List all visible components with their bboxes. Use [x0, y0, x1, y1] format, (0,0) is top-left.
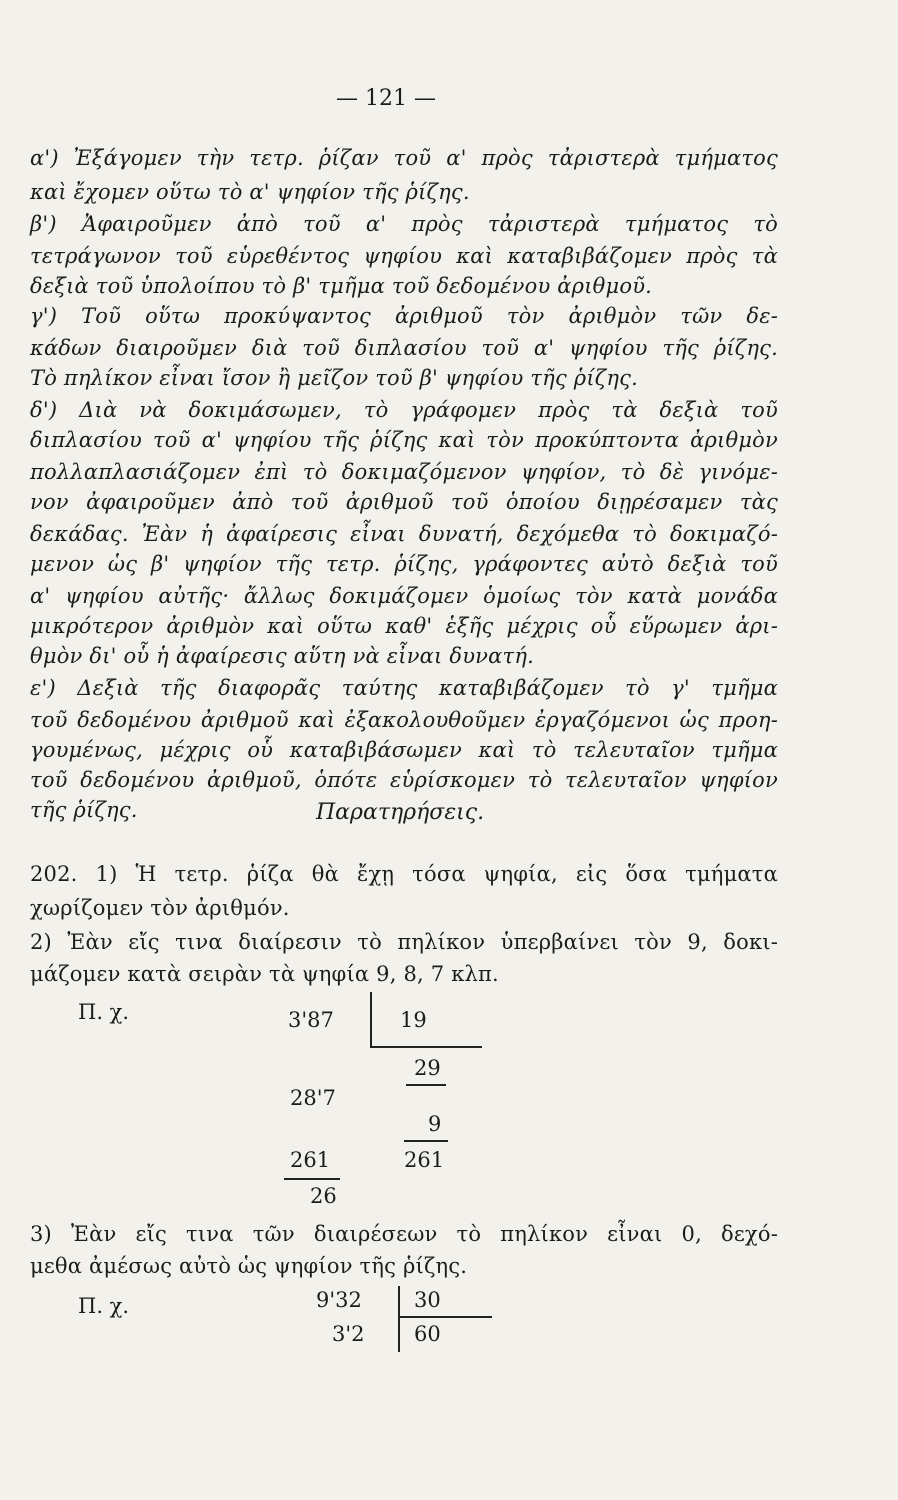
example-2-vertical-rule	[398, 1286, 400, 1352]
example-1-subtrahend: 261	[290, 1148, 331, 1172]
paragraph-epsilon-line-1: ε') Δεξιὰ τῆς διαφορᾶς ταύτης καταβιβάζομεν τὸ γ' τμῆμα	[30, 676, 778, 700]
example-1-remainder-b: 26	[310, 1184, 337, 1208]
paragraph-epsilon-line-2: τοῦ δεδομένου ἀριθμοῦ καὶ ἐξακολουθοῦμεν ἐργαζόμενοι ὡς προη-	[30, 708, 778, 732]
observation-2-line-1: 2) Ἐὰν εἴς τινα διαίρεσιν τὸ πηλίκον ὑπερβαίνει τὸν 9, δοκι-	[30, 930, 778, 954]
paragraph-beta-line-3: δεξιὰ τοῦ ὑπολοίπου τὸ β' τμῆμα τοῦ δεδομένου ἀριθμοῦ.	[30, 274, 653, 298]
example-1-trial-a: 29	[414, 1056, 441, 1080]
example-2-root-rule	[400, 1316, 492, 1318]
example-1-trial-a-rule	[406, 1084, 446, 1086]
paragraph-delta-line-7: α' ψηφίου αὐτῆς· ἄλλως δοκιμάζομεν ὁμοίως τὸν κατὰ μονάδα	[30, 584, 778, 608]
paragraph-epsilon-line-5: τῆς ῥίζης.	[30, 798, 138, 822]
paragraph-delta-line-4: νον ἀφαιροῦμεν ἀπὸ τοῦ ἀριθμοῦ τοῦ ὁποίου διῃρέσαμεν τὰς	[30, 490, 778, 514]
paragraph-delta-line-8: μικρότερον ἀριθμὸν καὶ οὕτω καθ' ἑξῆς μέχρις οὗ εὕρωμεν ἀρι-	[30, 614, 778, 638]
observation-3-line-1: 3) Ἐὰν εἴς τινα τῶν διαιρέσεων τὸ πηλίκον εἶναι 0, δεχό-	[30, 1222, 778, 1246]
example-2-remainder: 3'2	[332, 1322, 365, 1346]
observation-3-line-2: μεθα ἀμέσως αὐτὸ ὡς ψηφίον τῆς ῥίζης.	[30, 1254, 468, 1278]
example-1-product: 261	[404, 1148, 445, 1172]
paragraph-delta-line-6: μενον ὡς β' ψηφίον τῆς τετρ. ῥίζης, γράφοντες αὐτὸ δεξιὰ τοῦ	[30, 552, 778, 576]
paragraph-gamma-line-3: Τὸ πηλίκον εἶναι ἴσον ἢ μεῖζον τοῦ β' ψηφίου τῆς ῥίζης.	[30, 366, 638, 390]
example-1-label: Π. χ.	[78, 1000, 130, 1024]
example-2-label: Π. χ.	[78, 1294, 130, 1318]
section-heading: Παρατηρήσεις.	[316, 800, 485, 825]
paragraph-gamma-line-2: κάδων διαιροῦμεν διὰ τοῦ διπλασίου τοῦ α' ψηφίου τῆς ῥίζης.	[30, 336, 778, 360]
example-1-trial-b-rule	[404, 1140, 448, 1142]
observation-1-line-1: 202. 1) Ἡ τετρ. ῥίζα θὰ ἔχῃ τόσα ψηφία, εἰς ὅσα τμήματα	[30, 862, 778, 886]
paragraph-alpha-line-1: α') Ἐξάγομεν τὴν τετρ. ῥίζαν τοῦ α' πρὸς τἀριστερὰ τμήματος	[30, 146, 778, 170]
paragraph-beta-line-2: τετράγωνον τοῦ εὑρεθέντος ψηφίου καὶ καταβιβάζομεν πρὸς τὰ	[30, 244, 778, 268]
paragraph-alpha-line-2: καὶ ἔχομεν οὕτω τὸ α' ψηφίον τῆς ῥίζης.	[30, 180, 470, 204]
example-2-trial: 60	[414, 1322, 441, 1346]
observation-1-line-2: χωρίζομεν τὸν ἀριθμόν.	[30, 896, 290, 920]
paragraph-epsilon-line-3: γουμένως, μέχρις οὗ καταβιβάσωμεν καὶ τὸ τελευταῖον τμῆμα	[30, 738, 778, 762]
example-1-vertical-rule	[370, 992, 372, 1048]
example-1-remainder-a: 28'7	[290, 1086, 336, 1110]
example-2-root: 30	[414, 1288, 441, 1312]
paragraph-epsilon-line-4: τοῦ δεδομένου ἀριθμοῦ, ὁπότε εὑρίσκομεν τὸ τελευταῖον ψηφίον	[30, 768, 778, 792]
page-number: — 121 —	[336, 86, 436, 111]
example-1-trial-b: 9	[428, 1112, 442, 1136]
paragraph-delta-line-3: πολλαπλασιάζομεν ἐπὶ τὸ δοκιμαζόμενον ψηφίον, τὸ δὲ γινόμε-	[30, 460, 778, 484]
paragraph-delta-line-1: δ') Διὰ νὰ δοκιμάσωμεν, τὸ γράφομεν πρὸς τὰ δεξιὰ τοῦ	[30, 398, 778, 422]
observation-2-line-2: μάζομεν κατὰ σειρὰν τὰ ψηφία 9, 8, 7 κλπ.	[30, 962, 499, 986]
paragraph-gamma-line-1: γ') Τοῦ οὕτω προκύψαντος ἀριθμοῦ τὸν ἀριθμὸν τῶν δε-	[30, 304, 778, 328]
paragraph-delta-line-2: διπλασίου τοῦ α' ψηφίου τῆς ῥίζης καὶ τὸν προκύπτοντα ἀριθμὸν	[30, 428, 778, 452]
example-1-root-rule	[372, 1046, 482, 1048]
example-2-dividend: 9'32	[316, 1288, 362, 1312]
example-1-dividend: 3'87	[288, 1008, 334, 1032]
paragraph-beta-line-1: β') Ἀφαιροῦμεν ἀπὸ τοῦ α' πρὸς τἀριστερὰ τμήματος τὸ	[30, 212, 778, 236]
paragraph-delta-line-5: δεκάδας. Ἐὰν ἡ ἀφαίρεσις εἶναι δυνατή, δεχόμεθα τὸ δοκιμαζό-	[30, 522, 778, 546]
example-1-subtraction-rule	[284, 1178, 340, 1180]
example-1-root: 19	[400, 1008, 427, 1032]
paragraph-delta-line-9: θμὸν δι' οὗ ἡ ἀφαίρεσις αὕτη νὰ εἶναι δυνατή.	[30, 644, 534, 668]
